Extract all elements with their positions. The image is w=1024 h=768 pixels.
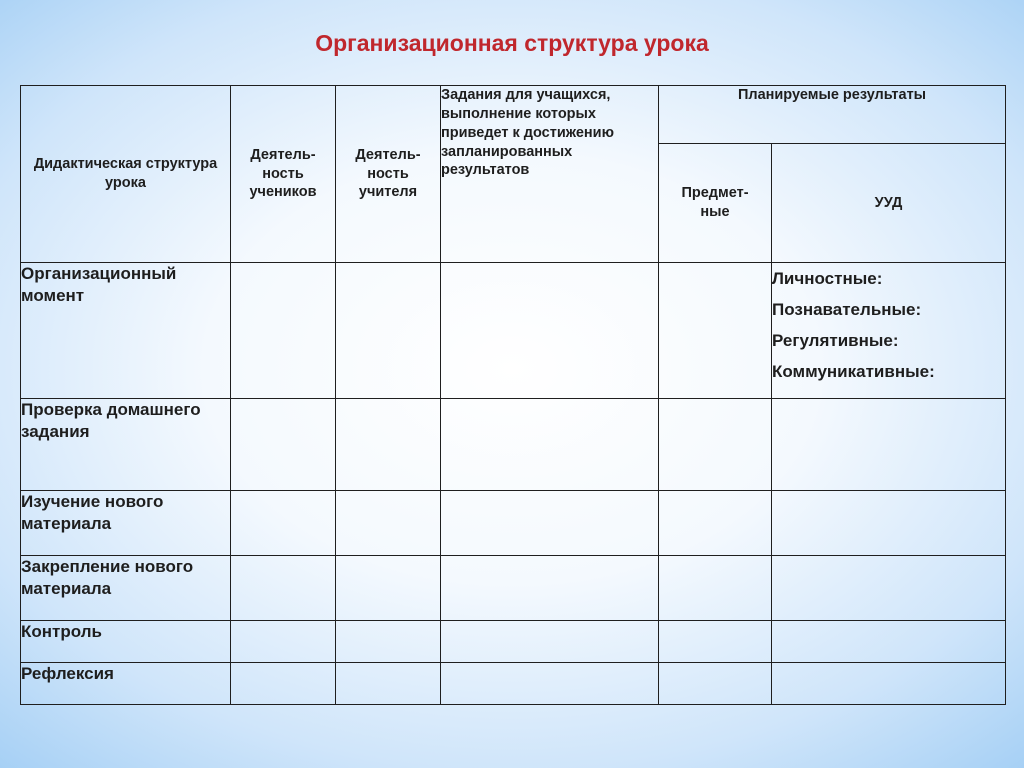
page-title: Организационная структура урока: [315, 30, 709, 56]
subject-results-cell[interactable]: [659, 663, 772, 705]
teacher-activity-cell[interactable]: [336, 621, 441, 663]
teacher-activity-cell[interactable]: [336, 491, 441, 556]
uud-cognitive: Познавательные:: [772, 300, 922, 319]
subject-results-cell[interactable]: [659, 399, 772, 491]
header-planned-results: Планируемые результаты: [659, 86, 1006, 144]
lesson-structure-table: [20, 85, 1006, 705]
students-activity-cell[interactable]: [231, 621, 336, 663]
uud-communicative: Коммуникативные:: [772, 362, 935, 381]
tasks-cell[interactable]: [441, 663, 659, 705]
teacher-activity-cell[interactable]: [336, 263, 441, 399]
uud-regulatory: Регулятивные:: [772, 331, 899, 350]
header-didactic-structure: Дидактическая структура урока: [21, 86, 231, 263]
teacher-activity-cell[interactable]: [336, 663, 441, 705]
stage-cell: Контроль: [21, 621, 231, 663]
table-row: [21, 263, 1006, 399]
header-row: [21, 86, 1006, 144]
header-tasks: Задания для учащихся, выполнение которых приведет к достижению запланированных результатов: [441, 86, 659, 263]
table-row: [21, 621, 1006, 663]
uud-cell[interactable]: [772, 556, 1006, 621]
uud-cell[interactable]: [772, 621, 1006, 663]
stage-cell: Проверка домашнего задания: [21, 399, 231, 491]
uud-personal: Личностные:: [772, 269, 883, 288]
table-row: [21, 663, 1006, 705]
tasks-cell[interactable]: [441, 556, 659, 621]
students-activity-cell[interactable]: [231, 663, 336, 705]
students-activity-cell[interactable]: [231, 263, 336, 399]
subject-results-cell[interactable]: [659, 491, 772, 556]
table-row: [21, 399, 1006, 491]
uud-cell: [772, 263, 1006, 399]
stage-cell: Изучение нового материала: [21, 491, 231, 556]
header-uud: УУД: [772, 144, 1006, 263]
stage-cell: Организационный момент: [21, 263, 231, 399]
uud-cell[interactable]: [772, 399, 1006, 491]
subject-results-cell[interactable]: [659, 621, 772, 663]
teacher-activity-cell[interactable]: [336, 556, 441, 621]
stage-cell: Рефлексия: [21, 663, 231, 705]
students-activity-cell[interactable]: [231, 491, 336, 556]
uud-cell[interactable]: [772, 663, 1006, 705]
uud-cell[interactable]: [772, 491, 1006, 556]
subject-results-cell[interactable]: [659, 556, 772, 621]
teacher-activity-cell[interactable]: [336, 399, 441, 491]
table-row: [21, 556, 1006, 621]
students-activity-cell[interactable]: [231, 399, 336, 491]
stage-cell: Закрепление нового материала: [21, 556, 231, 621]
header-teacher-activity: Деятель-ность учителя: [336, 86, 441, 263]
students-activity-cell[interactable]: [231, 556, 336, 621]
tasks-cell[interactable]: [441, 263, 659, 399]
tasks-cell[interactable]: [441, 491, 659, 556]
header-subject-results: Предмет-ные: [659, 144, 772, 263]
tasks-cell[interactable]: [441, 399, 659, 491]
table-row: [21, 491, 1006, 556]
tasks-cell[interactable]: [441, 621, 659, 663]
subject-results-cell[interactable]: [659, 263, 772, 399]
header-students-activity: Деятель-ность учеников: [231, 86, 336, 263]
